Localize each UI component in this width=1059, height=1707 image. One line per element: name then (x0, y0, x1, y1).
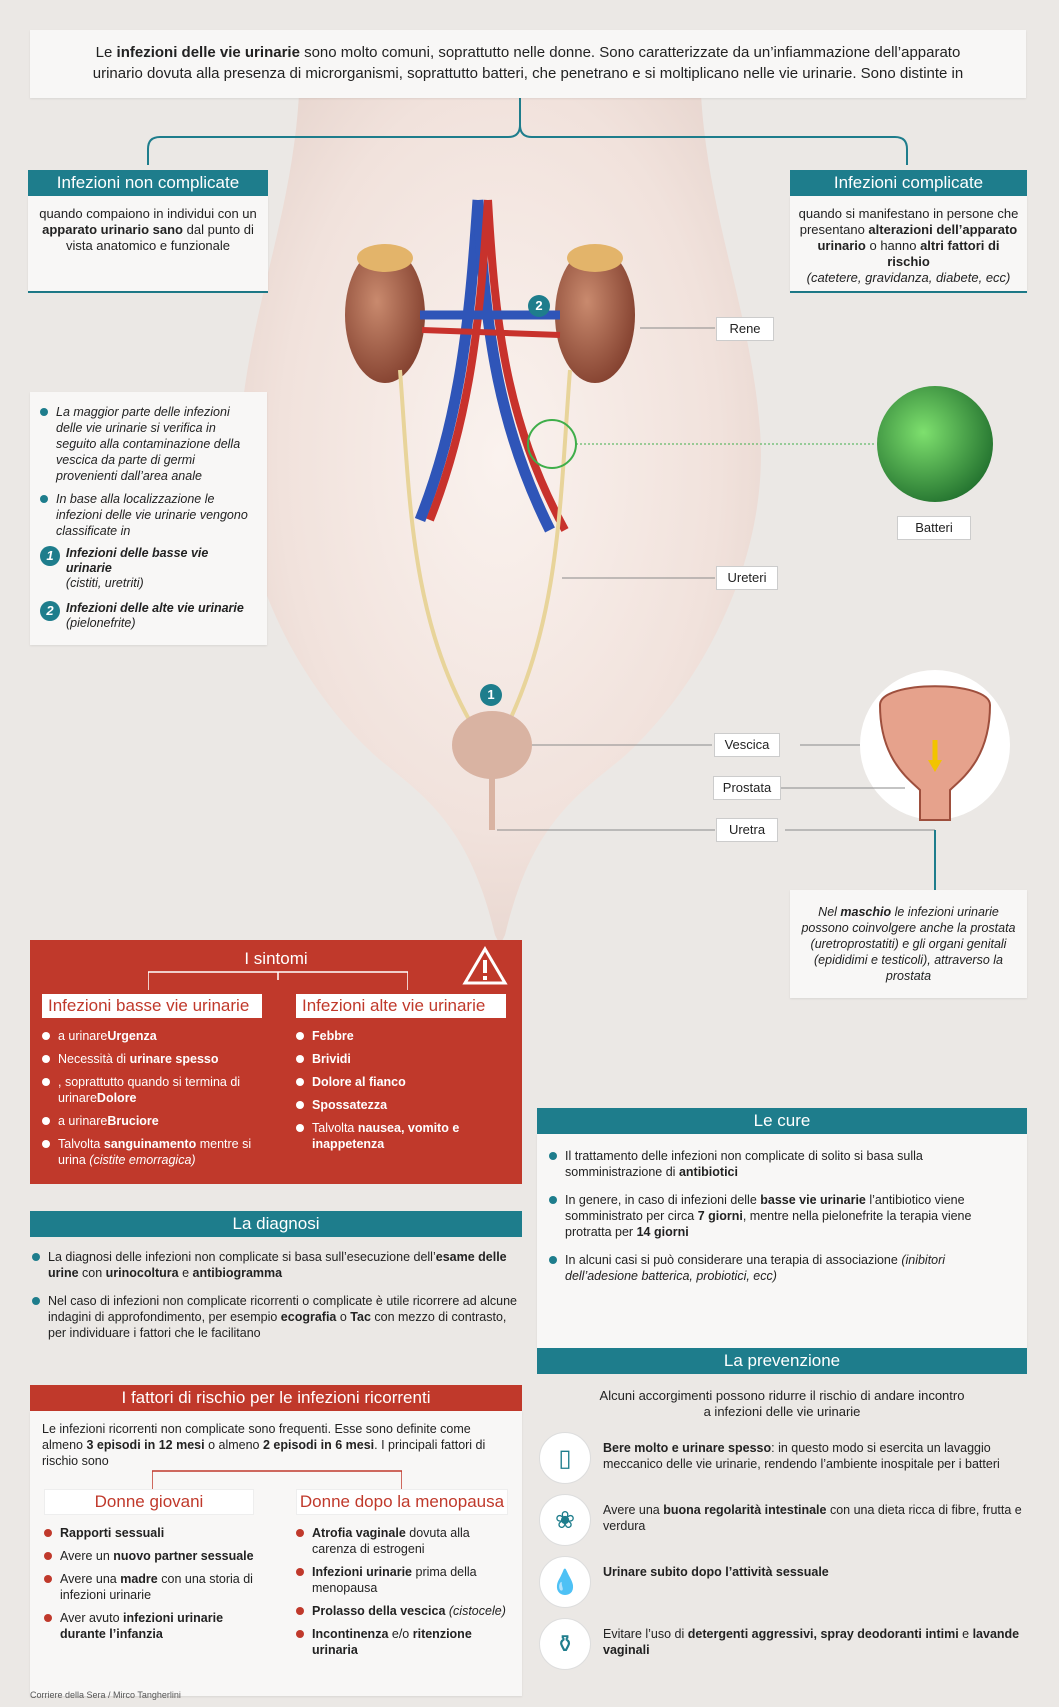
basse-item (42, 1136, 262, 1168)
meno-bold: Infezioni urinarie (312, 1565, 413, 1579)
nc-t1: quando compaiono in individui con un (39, 206, 257, 221)
prev-bold: lavande vaginali (603, 1627, 1020, 1657)
cure-panel (537, 1108, 1027, 1348)
prevenzione-item (537, 1552, 1027, 1612)
basse-text: Talvolta (58, 1137, 104, 1151)
class-2-title: Infezioni delle alte vie urinarie (66, 601, 244, 615)
basse-item (42, 1051, 262, 1067)
giovani-bold: infezioni urinarie durante l’infanzia (60, 1611, 224, 1641)
d-i2-b1: ecografia (280, 1310, 337, 1324)
class-2-sub: (pielonefrite) (66, 616, 136, 630)
prev-text: e (958, 1627, 973, 1641)
basse-item (42, 1028, 262, 1044)
giovani-item (44, 1525, 254, 1541)
basse-item (42, 1113, 262, 1129)
d-i1-b2: urinocoltura (105, 1266, 179, 1280)
cure-item-3 (549, 1252, 1015, 1284)
d-i1-b1: esame delle urine (48, 1250, 507, 1280)
non-complicate-desc (28, 196, 268, 291)
intro-text-2: sono molto comuni, soprattutto nelle donne. Sono caratterizzate da un’infiammazione dell’apparato urinario dovuta alla presenza di microrganismi, soprattutto batteri, che penetrano e si moltiplicano nelle vie urinarie. Sono distinte in (92, 44, 964, 82)
bladder-marker-1: 1 (480, 684, 502, 706)
diagnosi-body (30, 1237, 522, 1360)
giovani-text: con una storia di infezioni urinarie (60, 1572, 253, 1602)
cure-i2-t3: , mentre nella pielonefrite la terapia viene protratta per (565, 1209, 972, 1239)
label-ureteri: Ureteri (716, 566, 778, 590)
c-i1: (catetere, gravidanza, diabete, ecc) (806, 270, 1011, 285)
non-complicate-panel (28, 170, 268, 291)
meno-bold: ritenzione urinaria (312, 1627, 472, 1657)
class-2 (40, 601, 257, 631)
spray-icon: ⚱ (539, 1618, 591, 1670)
f-b2: 2 episodi in 6 mesi (262, 1438, 375, 1452)
f-b1: 3 episodi in 12 mesi (86, 1438, 205, 1452)
f-t3: . I principali fattori di rischio sono (42, 1438, 486, 1468)
class-1-title: Infezioni delle basse vie urinarie (65, 546, 209, 575)
fattori-bracket (152, 1469, 402, 1489)
giovani-bold: nuovo partner sessuale (113, 1549, 254, 1563)
nc-t2: dal punto di vista anatomico e funzionale (65, 222, 254, 253)
d-i2-t2: o (336, 1310, 351, 1324)
prevenzione-text (603, 1440, 1023, 1472)
prev-bold: Urinare subito dopo l’attività sessuale (603, 1565, 829, 1579)
intro-bold: infezioni delle vie urinarie (116, 44, 300, 61)
prev-bold: buona regolarità intestinale (663, 1503, 827, 1517)
d-i2-b2: Tac (350, 1310, 371, 1324)
kidney-marker-2: 2 (528, 295, 550, 317)
cure-item-1 (549, 1148, 1015, 1180)
prev-bold: Bere molto e urinare spesso (603, 1441, 772, 1455)
basse-bold: sanguinamento (103, 1137, 197, 1151)
prev-text: Evitare l’uso di (603, 1627, 688, 1641)
meno-bold: Prolasso della vescica (312, 1604, 446, 1618)
basse-list (42, 1028, 262, 1168)
meno-item (296, 1626, 508, 1658)
label-uretra: Uretra (716, 818, 778, 842)
meno-text: prima della menopausa (312, 1565, 477, 1595)
prevenzione-item (537, 1614, 1027, 1674)
alte-item (296, 1028, 506, 1044)
cure-i2-t1: In genere, in caso di infezioni delle (565, 1193, 761, 1207)
cure-i1-b: antibiotici (678, 1165, 738, 1179)
alte-item (296, 1097, 506, 1113)
cure-title: Le cure (537, 1108, 1027, 1134)
fattori-body (30, 1411, 522, 1696)
giovani-text: Aver avuto (60, 1611, 124, 1625)
fattori-intro (42, 1421, 510, 1469)
d-i1-t2: con (78, 1266, 106, 1280)
giovani-bold: madre (120, 1572, 158, 1586)
diagnosi-panel (30, 1211, 522, 1360)
f-t1: Le infezioni ricorrenti non complicate sono frequenti. Esse sono definite come almeno (42, 1422, 471, 1452)
c-b1: alterazioni dell’apparato urinario (817, 222, 1018, 253)
prev-text: Avere una (603, 1503, 664, 1517)
non-complicate-title: Infezioni non complicate (28, 170, 268, 196)
giovani-bold: Rapporti sessuali (60, 1526, 165, 1540)
nc-b1: apparato urinario sano (42, 222, 184, 237)
prevenzione-item (537, 1428, 1027, 1488)
giovani-column (44, 1489, 254, 1649)
fattori-panel (30, 1385, 522, 1696)
d-i2-t3: con mezzo di contrasto, per individuare i fattori che le facilitano (48, 1310, 507, 1340)
alte-item (296, 1120, 506, 1152)
alte-bold: nausea, vomito e inappetenza (312, 1121, 460, 1151)
alte-bold: Brividi (312, 1052, 351, 1066)
c-t1: quando si manifestano in persone che presentano (798, 206, 1019, 237)
cure-i3-i: (inibitori dell’adesione batterica, probiotici, ecc) (565, 1253, 946, 1283)
meno-text: e/o (388, 1627, 413, 1641)
meno-title: Donne dopo la menopausa (296, 1489, 508, 1515)
label-prostata: Prostata (713, 776, 781, 800)
prev-text: con una dieta ricca di fibre, frutta e verdura (603, 1503, 1022, 1533)
drops-icon: 💧 (539, 1556, 591, 1608)
giovani-list (44, 1525, 254, 1642)
meno-item (296, 1603, 508, 1619)
prevenzione-title: La prevenzione (537, 1348, 1027, 1374)
sintomi-panel (30, 940, 522, 1184)
cure-i2-b2: 7 giorni (697, 1209, 743, 1223)
label-rene: Rene (716, 317, 774, 341)
meno-italic: (cistocele) (445, 1604, 506, 1618)
prevenzione-intro: Alcuni accorgimenti possono ridurre il rischio di andare incontro a infezioni delle vie urinarie (599, 1388, 965, 1419)
basse-item (42, 1074, 262, 1106)
cure-item-2 (549, 1192, 1015, 1240)
basse-text: a urinare (58, 1114, 108, 1128)
male-b1: maschio (840, 905, 892, 919)
prev-text: : in questo modo si esercita un lavaggio meccanico delle vie urinarie, rendendo l’ambiente inospitale per i batteri (603, 1441, 1000, 1471)
prevenzione-item (537, 1490, 1027, 1550)
diagnosi-item-2 (32, 1293, 520, 1341)
cure-body (537, 1134, 1027, 1348)
prevenzione-text (603, 1564, 1023, 1580)
basse-column (42, 994, 262, 1175)
prevenzione-list (537, 1428, 1027, 1688)
meno-bold: Atrofia vaginale (312, 1526, 406, 1540)
complicate-desc (790, 196, 1027, 291)
meno-item (296, 1564, 508, 1596)
giovani-text: Avere una (60, 1572, 121, 1586)
diagnosi-item-1 (32, 1249, 520, 1281)
basse-text: mentre si urina (58, 1137, 252, 1167)
basse-bold: Urgenza (107, 1029, 157, 1043)
male-t2: le infezioni urinarie possono coinvolgere anche la prostata (uretroprostatiti) e gli organi genitali (epididimi e testicoli), attraverso la prostata (801, 905, 1016, 983)
fattori-title: I fattori di rischio per le infezioni ricorrenti (30, 1385, 522, 1411)
meno-column (296, 1489, 508, 1665)
d-i1-b3: antibiogramma (192, 1266, 283, 1280)
credit: Corriere della Sera / Mirco Tangherlini (30, 1690, 181, 1700)
f-t2: o almeno (204, 1438, 263, 1452)
left-note-p1: La maggior parte delle infezioni delle vie urinarie si verifica in seguito alla contaminazione della vescica da parte di germi provenienti dall’area anale (40, 404, 257, 484)
basse-bold: Dolore (96, 1091, 137, 1105)
left-note (30, 392, 267, 645)
class-1-sub: (cistiti, uretriti) (65, 576, 144, 590)
sintomi-title: I sintomi (244, 949, 308, 968)
prev-bold: detergenti aggressivi, spray deodoranti intimi (687, 1627, 959, 1641)
meno-item (296, 1525, 508, 1557)
male-t1: Nel (818, 905, 841, 919)
c-b2: altri fattori di rischio (887, 238, 1000, 269)
giovani-title: Donne giovani (44, 1489, 254, 1515)
basse-italic: (cistite emorragica) (89, 1153, 196, 1167)
alte-item (296, 1074, 506, 1090)
meno-text: dovuta alla carenza di estrogeni (312, 1526, 470, 1556)
cure-i2-b3: 14 giorni (636, 1225, 689, 1239)
complicate-panel (790, 170, 1027, 291)
giovani-item (44, 1610, 254, 1642)
class-1 (40, 546, 257, 591)
male-note (790, 890, 1027, 998)
basse-bold: urinare spesso (129, 1052, 219, 1066)
sintomi-bracket (148, 970, 408, 990)
complicate-title: Infezioni complicate (790, 170, 1027, 196)
basse-text: , soprattutto quando si termina di urinare (58, 1075, 241, 1105)
intro-text-1: Le (95, 44, 117, 61)
cure-i2-t2: l’antibiotico viene somministrato per circa (565, 1193, 965, 1223)
giovani-item (44, 1548, 254, 1564)
alte-bold: Febbre (312, 1029, 354, 1043)
prevenzione-text (603, 1626, 1023, 1658)
alte-item (296, 1051, 506, 1067)
diagnosi-title: La diagnosi (30, 1211, 522, 1237)
marker-2-icon: 2 (40, 601, 60, 621)
alte-list (296, 1028, 506, 1152)
label-vescica: Vescica (714, 733, 780, 757)
meno-list (296, 1525, 508, 1658)
d-i1-t1: La diagnosi delle infezioni non complicate si basa sull’esecuzione dell’ (48, 1250, 436, 1264)
alte-bold: Dolore al fianco (312, 1075, 406, 1089)
basse-bold: Bruciore (107, 1114, 159, 1128)
left-note-bullets (40, 404, 257, 539)
basse-title: Infezioni basse vie urinarie (42, 994, 262, 1018)
intro-box (30, 30, 1026, 98)
cure-i2-b1: basse vie urinarie (760, 1193, 866, 1207)
meno-bold: Incontinenza (312, 1627, 389, 1641)
label-batteri: Batteri (897, 516, 971, 540)
alte-bold: Spossatezza (312, 1098, 388, 1112)
giovani-item (44, 1571, 254, 1603)
alte-text: Talvolta (312, 1121, 358, 1135)
basse-text: Necessità di (58, 1052, 130, 1066)
c-t2: o hanno (865, 238, 921, 253)
alte-title: Infezioni alte vie urinarie (296, 994, 506, 1018)
glass-icon: ▯ (539, 1432, 591, 1484)
cure-i3-t: In alcuni casi si può considerare una terapia di associazione (565, 1253, 902, 1267)
d-i2-t1: Nel caso di infezioni non complicate ricorrenti o complicate è utile ricorrere ad alcune indagini di approfondimento, per esempio (48, 1294, 517, 1324)
prevenzione-text (603, 1502, 1023, 1534)
basse-text: a urinare (58, 1029, 108, 1043)
alte-column (296, 994, 506, 1159)
d-i1-t3: e (178, 1266, 193, 1280)
marker-1-icon: 1 (40, 546, 60, 566)
warning-icon (462, 946, 508, 986)
broccoli-icon: ❀ (539, 1494, 591, 1546)
left-note-p2: In base alla localizzazione le infezioni delle vie urinarie vengono classificate in (40, 491, 257, 539)
giovani-text: Avere un (60, 1549, 114, 1563)
prevenzione-panel (537, 1348, 1027, 1688)
cure-i1-t: Il trattamento delle infezioni non complicate di solito si basa sulla somministrazione di (565, 1149, 923, 1179)
